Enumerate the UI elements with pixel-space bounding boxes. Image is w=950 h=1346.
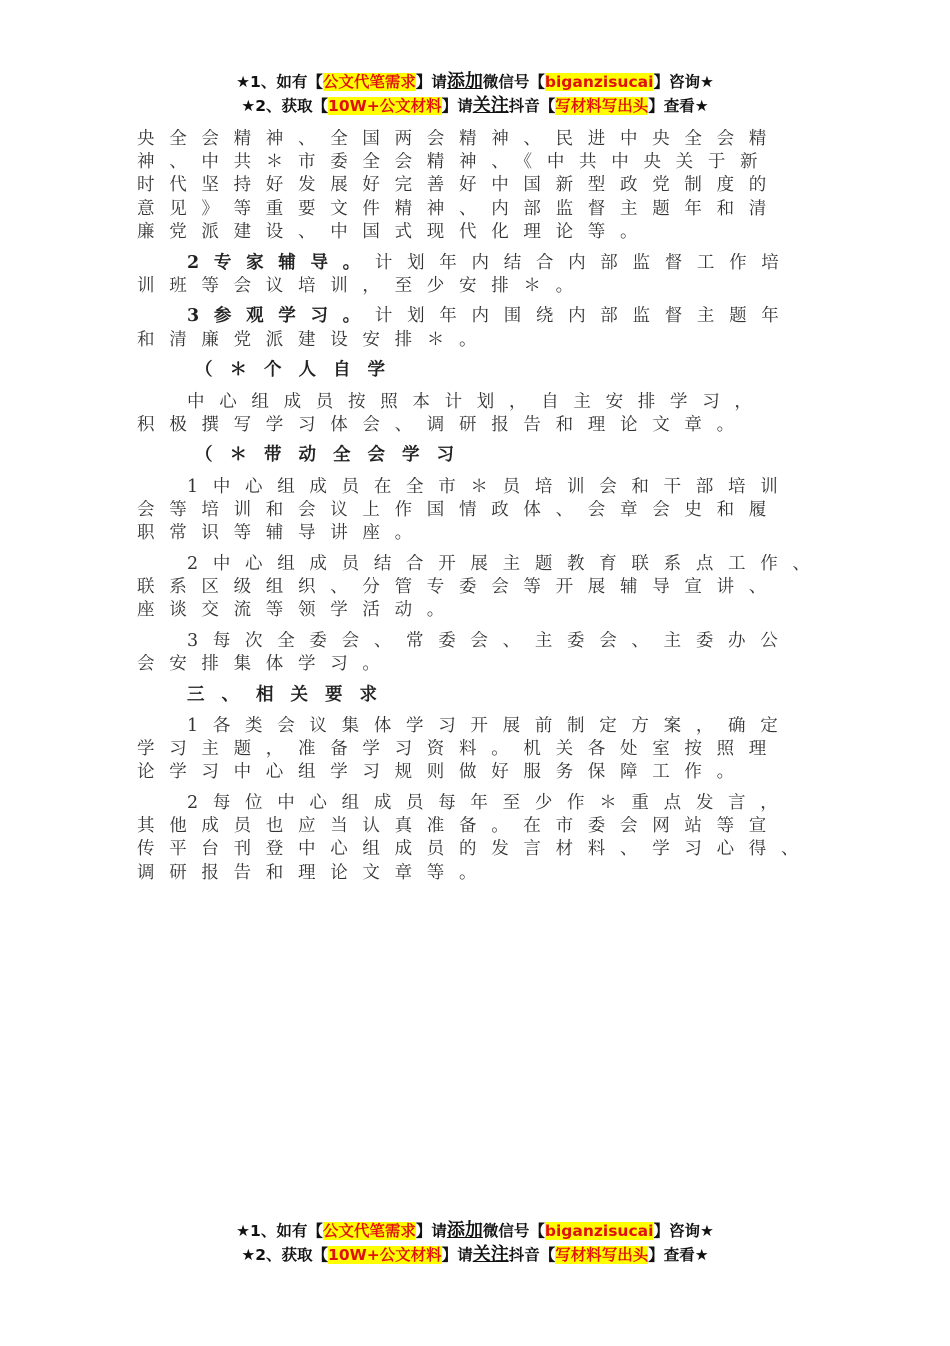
highlight-text: 10W+公文材料 [328,1246,442,1264]
banner-text: 添加 [446,71,483,92]
text-line: 其他成员也应当认真准备。在市委会网站等宣 [137,816,781,837]
text-line: 计划年内围绕内部监督主题年 [374,306,794,327]
paragraph [137,715,837,785]
banner-text: 抖音【 [508,1246,556,1264]
text-line: 2每位中心组成员每年至少作＊重点发言， [187,793,793,814]
highlight-text: 写材料写出头 [555,1246,649,1264]
text-line: 职常识等辅导讲座。 [137,523,427,544]
text-line: 调研报告和理论文章等。 [137,862,492,883]
item-heading: 2专家辅导。 [187,252,375,273]
banner-text: 关注 [472,1244,509,1265]
paragraph [137,391,837,437]
text-line: 训班等会议培训，至少安排＊。 [137,275,588,296]
text-line: 座谈交流等领学活动。 [137,600,459,621]
banner-text: ★2、获取【 [241,1246,329,1264]
banner-line-2 [0,1243,950,1267]
paragraph [137,476,837,546]
banner-line-2 [0,94,950,118]
item-heading: 3参观学习。 [187,306,375,327]
text-line: 央全会精神、全国两会精神、民进中央全会精 [137,129,781,149]
section-heading: （＊个人自学 [195,360,402,381]
highlight-text: 10W+公文材料 [328,97,442,115]
banner-text: 】请 [415,73,447,91]
text-line: 积极撰写学习体会、调研报告和理论文章。 [137,414,749,435]
banner-text: ★2、获取【 [241,97,329,115]
banner-text: 】查看★ [648,1246,709,1264]
text-line: 传平台刊登中心组成员的发言材料、学习心得、 [137,839,814,860]
banner-text: 关注 [472,95,509,116]
banner-text: 】咨询★ [653,73,714,91]
text-line: 2中心组成员结合开展主题教育联系点工作、 [187,553,825,574]
text-line: 时代坚持好发展好完善好中国新型政党制度的 [137,175,781,196]
banner-text: 抖音【 [508,97,556,115]
banner-text: ★1、如有【 [236,73,323,91]
banner-text: 】查看★ [648,97,709,115]
banner-text: 】请 [441,97,473,115]
banner-text: 添加 [446,1220,483,1241]
text-line: 会等培训和会议上作国情政体、会章会史和履 [137,499,781,520]
text-line: 3每次全委会、常委会、主委会、主委办公 [187,630,793,651]
text-line: 中心组成员按照本计划，自主安排学习， [187,391,767,412]
paragraph [137,630,837,676]
banner-text: 微信号【 [482,1222,545,1240]
text-line: 1中心组成员在全市＊员培训会和干部培训 [187,476,793,497]
section-heading: 三、相关要求 [187,684,394,705]
paragraph [137,252,837,298]
banner-line-1 [0,70,950,94]
text-line: 会安排集体学习。 [137,654,395,675]
paragraph [137,792,837,885]
paragraph [137,128,837,244]
banner-line-1 [0,1219,950,1243]
text-line: 神、中共＊市委全会精神、《中共中央关于新 [137,152,773,173]
text-line: 计划年内结合内部监督工作培 [374,252,794,273]
paragraph [137,553,837,623]
highlight-text: biganzisucai [544,1222,654,1240]
highlight-text: biganzisucai [544,73,654,91]
banner-text: ★1、如有【 [236,1222,323,1240]
text-line: 意见》等重要文件精神、内部监督主题年和清 [137,198,781,219]
banner-text: 】请 [441,1246,473,1264]
text-line: 学习主题，准备学习资料。机关各处室按照理 [137,739,781,760]
text-line: 廉党派建设、中国式现代化理论等。 [137,221,653,242]
highlight-text: 写材料写出头 [555,97,649,115]
highlight-text: 公文代笔需求 [322,73,416,91]
text-line: 联系区级组织、分管专委会等开展辅导宣讲、 [137,576,781,597]
section-heading: （＊带动全会学习 [195,445,471,466]
document-body [137,128,837,892]
highlight-text: 公文代笔需求 [322,1222,416,1240]
header-banner [0,70,950,118]
paragraph [137,305,837,351]
banner-text: 】咨询★ [653,1222,714,1240]
banner-text: 】请 [415,1222,447,1240]
text-line: 1各类会议集体学习开展前制定方案，确定 [187,715,793,736]
footer-banner [0,1219,950,1267]
text-line: 论学习中心组学习规则做好服务保障工作。 [137,762,749,783]
text-line: 和清廉党派建设安排＊。 [137,329,492,350]
banner-text: 微信号【 [482,73,545,91]
